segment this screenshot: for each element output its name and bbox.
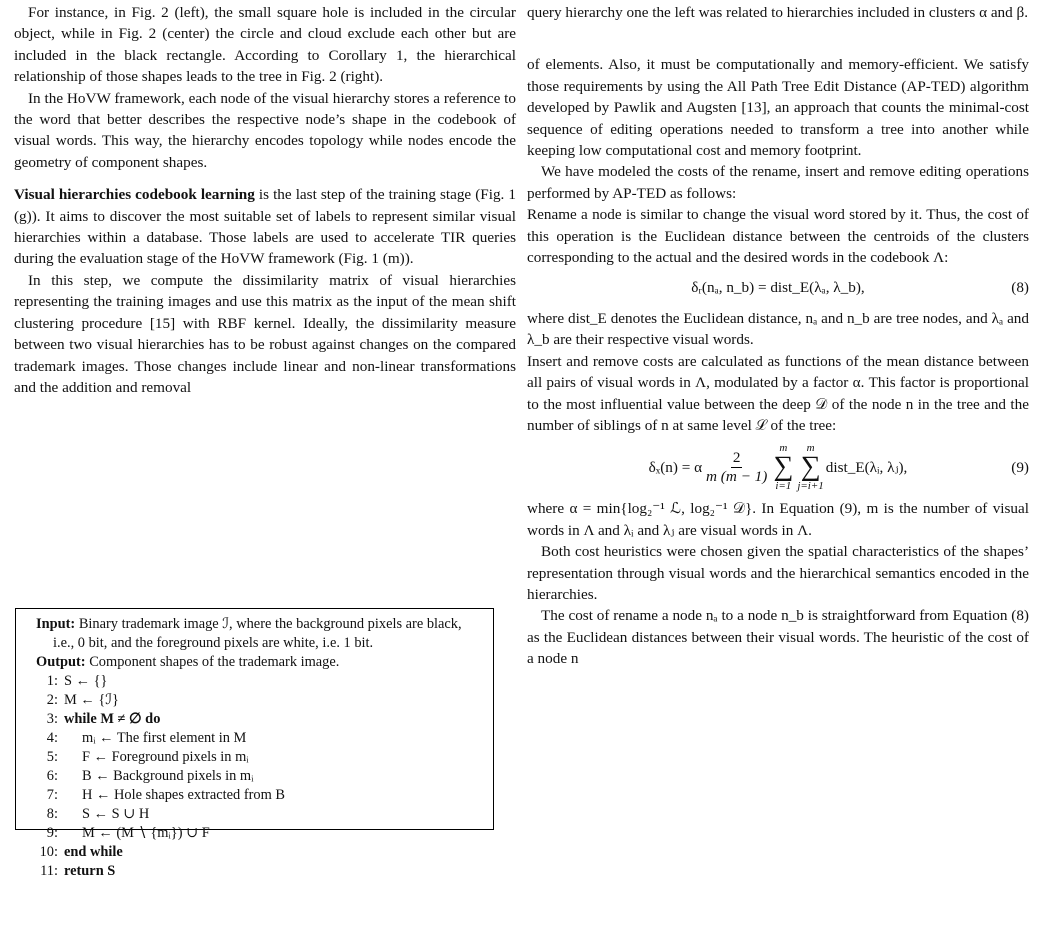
algorithm-step <box>36 843 485 862</box>
paragraph: where α = min{log₂⁻¹ ℒ, log₂⁻¹ 𝒟}. In Equation (9), m is the number of visual words in Λ and λᵢ and λⱼ are visual words in Λ. <box>527 500 1029 539</box>
algorithm-step <box>36 862 485 881</box>
step-number: 2: <box>46 692 58 708</box>
equation-number: (9) <box>1011 458 1029 476</box>
step-number: 1: <box>46 673 58 689</box>
equation-number: (8) <box>1011 279 1029 297</box>
step-text: S ← {} <box>64 673 108 689</box>
paragraph: We have modeled the costs of the rename, insert and remove editing operations performed by AP-TED as follows: <box>527 163 1029 202</box>
equation-8 <box>527 277 1029 298</box>
input-text: Binary trademark image ℐ, where the background pixels are black, i.e., 0 bit, and the foreground pixels are white, i.e. 1 bit. <box>53 616 462 651</box>
step-text: B ← Background pixels in mᵢ <box>82 768 254 784</box>
algorithm-steps <box>36 672 485 881</box>
step-text: return S <box>64 863 116 879</box>
paragraph: The cost of rename a node nₐ to a node n_b is straightforward from Equation (8) as the Euclidean distances between their visual words. The heuristic of the cost of a node n <box>527 607 1029 668</box>
sum-symbol: ∑ <box>800 451 821 483</box>
equation-lhs: δₓ(n) = α <box>648 458 703 476</box>
sum-upper-limit: m <box>806 442 815 455</box>
algorithm-step <box>36 691 485 710</box>
paragraph: where dist_E denotes the Euclidean distance, nₐ and n_b are tree nodes, and λₐ and λ_b are their respective visual words. <box>527 309 1029 349</box>
step-number: 11: <box>40 863 58 879</box>
paragraph <box>14 184 516 270</box>
sum-symbol: ∑ <box>773 451 794 483</box>
algorithm-step <box>36 710 485 729</box>
paragraph: In this step, we compute the dissimilarity matrix of visual hierarchies representing the training images and use this matrix as the input of the mean shift clustering procedure [15] with RBF kernel. Ideally, the dissimilarity measure between two visual hierarchies has to be robust against changes on the compared trademark images. Those changes include linear and non-linear transformations and the addition and removal <box>14 271 516 396</box>
step-number: 7: <box>46 787 58 803</box>
step-text: mᵢ ← The first element in M <box>82 730 247 746</box>
section-heading: Visual hierarchies codebook learning <box>14 186 255 204</box>
step-text: H ← Hole shapes extracted from B <box>82 787 286 803</box>
fraction-numerator: 2 <box>732 448 741 466</box>
step-text: M ← (M ∖ {mᵢ}) ∪ F <box>82 825 210 841</box>
paragraph: For instance, in Fig. 2 (left), the small square hole is included in the circular object, while in Fig. 2 (center) the circle and cloud exclude each other but are included in the black rectangle. According to Corollary 1, the hierarchical relationship of those shapes leads to the tree in Fig. 2 (right). <box>14 4 516 86</box>
step-number: 4: <box>46 730 58 746</box>
sum-lower-limit: j=i+1 <box>797 480 824 493</box>
step-text: M ← {ℐ} <box>64 692 119 708</box>
paragraph-text: is the last step of the training stage (Fig. 1 (g)). It aims to discover the most suitable set of labels to represent similar visual hierarchies within a database. Those labels are used to accelerate TIR queries during the evaluation stage of the HoVW framework (Fig. 1 (m)). <box>14 186 516 268</box>
equation-fraction <box>706 449 767 486</box>
step-text: S ← S ∪ H <box>82 806 150 822</box>
paragraph: of elements. Also, it must be computationally and memory-efficient. We satisfy those requirements by using the All Path Tree Edit Distance (AP-TED) algorithm developed by Pawlik and Augsten [13], an approach that counts the minimal-cost sequence of editing operations needed to transform a tree into another while keeping low computational cost and memory footprint. <box>527 56 1029 160</box>
equation-9 <box>527 442 1029 492</box>
paragraph: Both cost heuristics were chosen given the spatial characteristics of the shapes’ representation through visual words and the hierarchical semantics encoded in the hierarchies. <box>527 543 1029 603</box>
sum-lower-limit: i=1 <box>775 480 792 493</box>
algorithm-step <box>36 786 485 805</box>
paragraph: In the HoVW framework, each node of the visual hierarchy stores a reference to the word that better describes the respective node’s shape in the codebook of visual words. This way, the hierarchy encodes topology while nodes encode the geometry of component shapes. <box>14 89 516 171</box>
paragraph: Insert and remove costs are calculated as functions of the mean distance between all pairs of visual words in Λ, modulated by a factor α. This factor is proportional to the most influential value between the deep 𝒟 of the node n in the tree and the number of siblings of n at same level ℒ of the tree: <box>527 352 1029 434</box>
step-number: 5: <box>46 749 58 765</box>
algorithm-step <box>36 824 485 843</box>
step-number: 10: <box>39 844 58 860</box>
summation-inner <box>797 442 823 492</box>
algorithm-step <box>36 729 485 748</box>
algorithm-output <box>36 653 485 672</box>
algorithm-box <box>15 608 494 879</box>
algorithm-step <box>36 767 485 786</box>
paragraph: Rename a node is similar to change the visual word stored by it. Thus, the cost of this operation is the Euclidean distance between the centroids of the clusters corresponding to the actual and the desired words in the codebook Λ: <box>527 206 1029 267</box>
algorithm-step <box>36 805 485 824</box>
input-label: Input: <box>36 616 76 632</box>
left-column <box>14 0 516 398</box>
step-number: 8: <box>46 806 58 822</box>
step-text: end while <box>64 844 123 860</box>
output-label: Output: <box>36 654 86 670</box>
algorithm-step <box>36 672 485 691</box>
right-column <box>527 0 1029 670</box>
step-number: 6: <box>46 768 58 784</box>
sum-upper-limit: m <box>779 442 788 455</box>
step-text: while M ≠ ∅ do <box>64 711 161 727</box>
step-number: 9: <box>46 825 58 841</box>
step-number: 3: <box>46 711 58 727</box>
caption-text: query hierarchy one the left was related to hierarchies included in clusters α and β. <box>527 4 1029 21</box>
step-text: F ← Foreground pixels in mᵢ <box>82 749 249 765</box>
equation-body: δᵣ(nₐ, n_b) = dist_E(λₐ, λ_b), <box>691 279 865 297</box>
algorithm-input <box>36 615 485 653</box>
equation-rhs: dist_E(λᵢ, λⱼ), <box>825 458 908 476</box>
fraction-denominator: m (m − 1) <box>706 467 768 485</box>
output-text: Component shapes of the trademark image. <box>89 654 340 670</box>
algorithm-step <box>36 748 485 767</box>
summation-outer <box>773 442 793 492</box>
